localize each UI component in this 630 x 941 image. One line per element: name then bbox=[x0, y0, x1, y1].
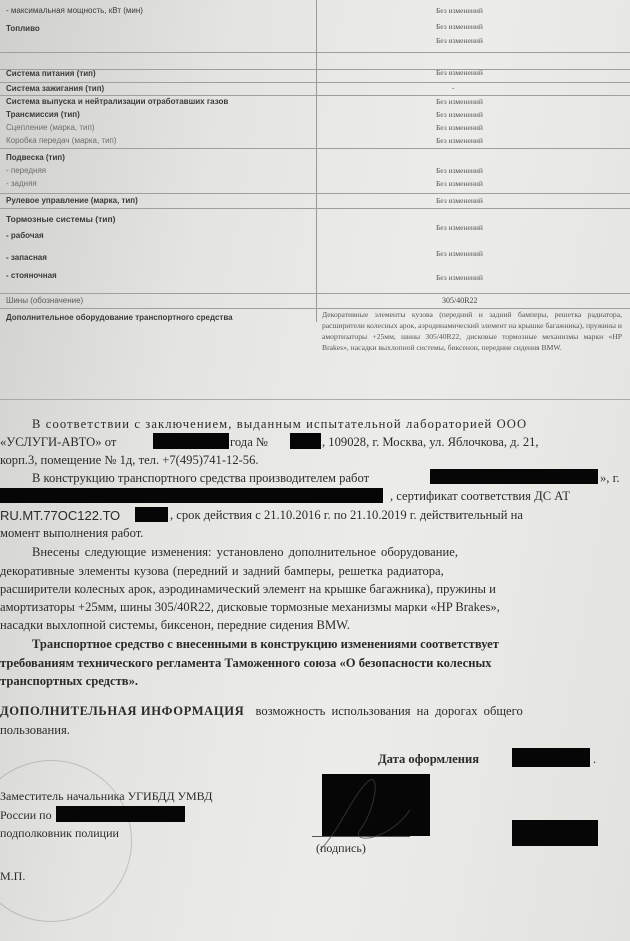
text: амортизаторы +25мм, шины 305/40R22, дисковые тормозные механизмы марки «HP Brakes», bbox=[0, 600, 500, 614]
row-label: Трансмиссия (тип) bbox=[6, 110, 80, 119]
row-label: - задняя bbox=[6, 179, 37, 188]
row-value: Без изменений bbox=[436, 22, 483, 31]
paragraph-line bbox=[0, 452, 630, 470]
row-label: Шины (обозначение) bbox=[6, 296, 84, 305]
text: Внесены следующие изменения: установлено дополнительное оборудование, bbox=[32, 545, 458, 559]
signature-caption: (подпись) bbox=[316, 841, 366, 855]
row-label: Рулевое управление (марка, тип) bbox=[6, 196, 138, 205]
row-label: Дополнительное оборудование транспортного средства bbox=[6, 313, 233, 322]
row-label: Топливо bbox=[6, 24, 40, 33]
row-label: - максимальная мощность, кВт (мин) bbox=[6, 6, 143, 15]
paragraph-line bbox=[0, 722, 630, 740]
signature-scribble bbox=[300, 770, 420, 860]
tires-value: 305/40R22 bbox=[442, 296, 478, 305]
text: , срок действия с 21.10.2016 г. по 21.10.2019 г. действительный на bbox=[170, 508, 523, 522]
signer-rank: подполковник полиции bbox=[0, 826, 119, 840]
row-value: Без изменений bbox=[436, 223, 483, 232]
paragraph-line bbox=[0, 703, 630, 721]
date-label: Дата оформления bbox=[378, 752, 480, 766]
row-value: Без изменений bbox=[436, 249, 483, 258]
text: «УСЛУГИ-АВТО» от bbox=[0, 435, 117, 449]
signer-region-prefix: России по bbox=[0, 808, 52, 822]
table-row bbox=[0, 96, 630, 149]
table-row bbox=[0, 53, 630, 78]
redaction-box bbox=[153, 433, 229, 449]
row-label: Тормозные системы (тип) bbox=[6, 214, 116, 224]
row-label: - передняя bbox=[6, 166, 47, 175]
table-row bbox=[0, 0, 630, 53]
text: В конструкцию транспортного средства производителем работ bbox=[32, 471, 370, 485]
paragraph-line bbox=[0, 581, 630, 599]
row-value: Без изменений bbox=[436, 68, 483, 77]
text: , 109028, г. Москва, ул. Яблочкова, д. 21, bbox=[322, 435, 539, 449]
text: корп.3, помещение № 1д, тел. +7(495)741-12-56. bbox=[0, 453, 259, 467]
table-row bbox=[0, 294, 630, 309]
row-value: Без изменений bbox=[436, 166, 483, 175]
row-value: Без изменений bbox=[436, 136, 483, 145]
additional-equipment-value: Декоративные элементы кузова (передний и задний бамперы, решетка радиатора, расширители колесных арок, аэродинамический элемент на крышке багажника), пружины и амортизаторы +25мм, шины 305/40R22, дисковые тормозные механизмы марки «HP Brakes», насадки выхлопной системы, биксенон, передние сидения BMW. bbox=[322, 310, 622, 352]
row-label: Система питания (тип) bbox=[6, 69, 96, 78]
signer-position: Заместитель начальника УГИБДД УМВД bbox=[0, 789, 213, 803]
text: года № bbox=[230, 435, 268, 449]
row-label: Коробка передач (марка, тип) bbox=[6, 136, 117, 145]
redaction-box bbox=[135, 507, 168, 522]
paragraph-line bbox=[390, 488, 630, 506]
redaction-box bbox=[290, 433, 321, 449]
text: транспортных средств». bbox=[0, 674, 139, 688]
text: пользования. bbox=[0, 723, 70, 737]
table-row bbox=[0, 194, 630, 209]
vehicle-characteristics-table bbox=[0, 0, 630, 402]
text: Транспортное средство с внесенными в конструкцию изменениями соответствует bbox=[32, 637, 499, 651]
paragraph-line bbox=[32, 636, 630, 654]
table-row bbox=[0, 149, 630, 194]
text: декоративные элементы кузова (передний и задний бамперы, решетка радиатора, bbox=[0, 564, 444, 578]
paragraph-line bbox=[0, 563, 630, 581]
row-value: Без изменений bbox=[436, 179, 483, 188]
paragraph-line bbox=[0, 617, 630, 635]
redaction-box bbox=[512, 820, 598, 846]
seal-place-label: М.П. bbox=[0, 869, 26, 883]
text: , сертификат соответствия ДС АТ bbox=[390, 489, 570, 503]
row-value: Без изменений bbox=[436, 110, 483, 119]
heading-text: ДОПОЛНИТЕЛЬНАЯ ИНФОРМАЦИЯ bbox=[0, 704, 245, 718]
row-value: Без изменений bbox=[436, 97, 483, 106]
date-end: . bbox=[593, 752, 597, 766]
paragraph-line bbox=[600, 470, 630, 488]
row-label: - рабочая bbox=[6, 231, 44, 240]
table-row bbox=[0, 83, 630, 106]
paragraph-line bbox=[0, 525, 630, 543]
paragraph-line bbox=[32, 544, 630, 562]
paragraph-line bbox=[32, 416, 622, 434]
text: момент выполнения работ. bbox=[0, 526, 144, 540]
row-label: - стояночная bbox=[6, 271, 57, 280]
redaction-box bbox=[430, 469, 598, 484]
row-label: Система выпуска и нейтрализации отработавших газов bbox=[6, 97, 229, 106]
redaction-box bbox=[0, 488, 383, 503]
row-value: Без изменений bbox=[436, 123, 483, 132]
redaction-box bbox=[56, 806, 185, 822]
paragraph-line bbox=[0, 655, 630, 673]
row-value: Без изменений bbox=[436, 273, 483, 282]
row-value: Без изменений bbox=[436, 196, 483, 205]
row-value: Без изменений bbox=[436, 6, 483, 15]
text: В соответствии с заключением, выданным испытательной лабораторией ООО bbox=[32, 417, 528, 431]
redaction-box bbox=[512, 748, 590, 767]
row-label: Сцепление (марка, тип) bbox=[6, 123, 95, 132]
text: расширители колесных арок, аэродинамический элемент на крышке багажника), пружины и bbox=[0, 582, 496, 596]
row-value: - bbox=[452, 83, 455, 92]
text: возможность использования на дорогах общего bbox=[255, 704, 523, 718]
row-value: Без изменений bbox=[436, 36, 483, 45]
row-label: Подвеска (тип) bbox=[6, 153, 65, 162]
paragraph-line bbox=[0, 599, 630, 617]
text: насадки выхлопной системы, биксенон, передние сидения BMW. bbox=[0, 618, 351, 632]
table-row bbox=[0, 70, 630, 93]
paragraph-line bbox=[0, 673, 630, 691]
row-label: Система зажигания (тип) bbox=[6, 84, 105, 93]
text: », г. bbox=[600, 471, 620, 485]
row-label: - запасная bbox=[6, 253, 47, 262]
table-row bbox=[0, 209, 630, 294]
text: RU.МТ.77ОС122.ТО bbox=[0, 508, 121, 523]
text: требованиям технического регламента Таможенного союза «О безопасности колесных bbox=[0, 656, 492, 670]
